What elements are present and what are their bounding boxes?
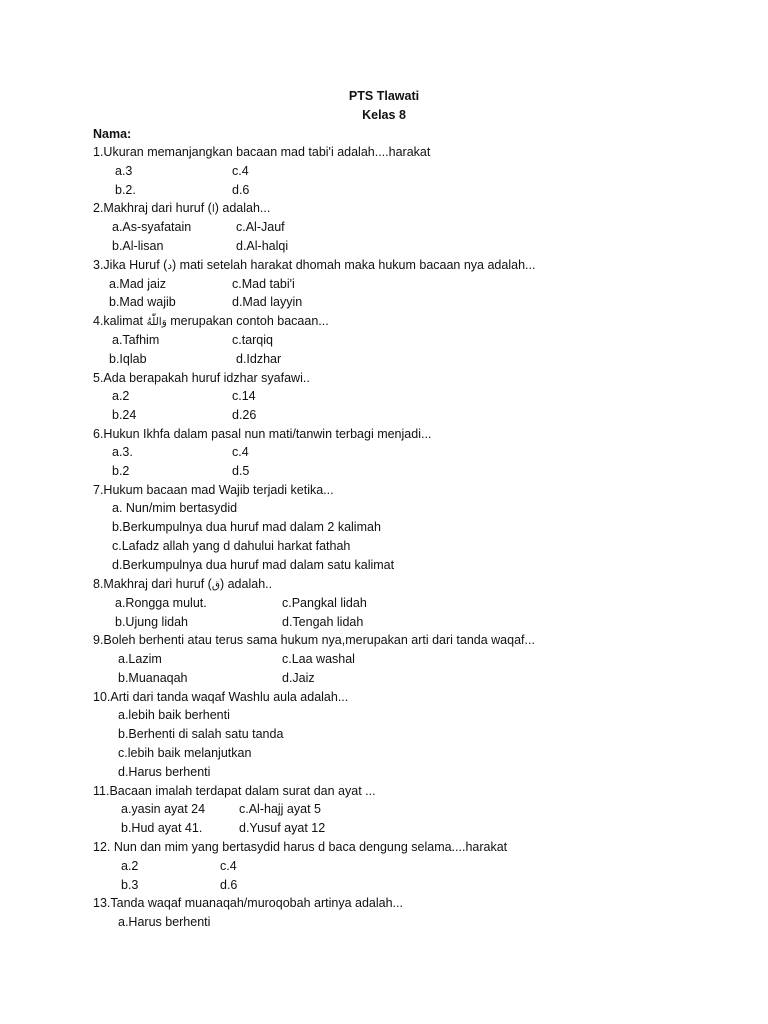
question-3: 3.Jika Huruf (د) mati setelah harakat dhomah maka hukum bacaan nya adalah... bbox=[93, 258, 536, 272]
q12-option-d: d.6 bbox=[220, 878, 238, 892]
q10-option-d: d.Harus berhenti bbox=[118, 765, 211, 779]
class-label: Kelas 8 bbox=[362, 108, 406, 122]
q4-option-c: c.tarqiq bbox=[232, 333, 273, 347]
q1-option-d: d.6 bbox=[232, 183, 250, 197]
question-7: 7.Hukum bacaan mad Wajib terjadi ketika... bbox=[93, 483, 334, 497]
q8-option-a: a.Rongga mulut. bbox=[115, 596, 207, 610]
q6-option-c: c.4 bbox=[232, 445, 249, 459]
q4-option-b: b.Iqlab bbox=[109, 352, 147, 366]
q5-option-d: d.26 bbox=[232, 408, 257, 422]
q11-option-b: b.Hud ayat 41. bbox=[121, 821, 203, 835]
q1-option-b: b.2. bbox=[115, 183, 136, 197]
q8-option-c: c.Pangkal lidah bbox=[282, 596, 367, 610]
q7-option-d: d.Berkumpulnya dua huruf mad dalam satu kalimat bbox=[112, 558, 395, 572]
q1-option-c: c.4 bbox=[232, 164, 249, 178]
question-12: 12. Nun dan mim yang bertasydid harus d baca dengung selama....harakat bbox=[93, 840, 508, 854]
q4-option-d: d.Idzhar bbox=[236, 352, 282, 366]
q3-option-c: c.Mad tabi'i bbox=[232, 277, 295, 291]
q6-option-a: a.3. bbox=[112, 445, 133, 459]
q7-option-b: b.Berkumpulnya dua huruf mad dalam 2 kalimah bbox=[112, 520, 381, 534]
q12-option-b: b.3 bbox=[121, 878, 139, 892]
name-field-label: Nama: bbox=[93, 127, 132, 141]
question-8: 8.Makhraj dari huruf (ق) adalah.. bbox=[93, 577, 273, 591]
question-9: 9.Boleh berhenti atau terus sama hukum nya,merupakan arti dari tanda waqaf... bbox=[93, 633, 535, 647]
arabic-letter-qaf: ق bbox=[211, 579, 220, 591]
question-2: 2.Makhraj dari huruf (ا) adalah... bbox=[93, 201, 271, 215]
question-4: 4.kalimat وَاللّٰهُ merupakan contoh bacaan... bbox=[93, 314, 329, 328]
question-13: 13.Tanda waqaf muanaqah/muroqobah artinya adalah... bbox=[93, 896, 403, 910]
question-11: 11.Bacaan imalah terdapat dalam surat dan ayat ... bbox=[93, 784, 376, 798]
q6-option-b: b.2 bbox=[112, 464, 130, 478]
q12-option-a: a.2 bbox=[121, 859, 139, 873]
q3-option-a: a.Mad jaiz bbox=[109, 277, 166, 291]
q11-option-d: d.Yusuf ayat 12 bbox=[239, 821, 326, 835]
q10-option-b: b.Berhenti di salah satu tanda bbox=[118, 727, 284, 741]
q9-option-d: d.Jaiz bbox=[282, 671, 315, 685]
q8-option-b: b.Ujung lidah bbox=[115, 615, 188, 629]
q4-option-a: a.Tafhim bbox=[112, 333, 160, 347]
question-10: 10.Arti dari tanda waqaf Washlu aula adalah... bbox=[93, 690, 349, 704]
arabic-letter-alif: ا bbox=[211, 203, 215, 215]
q9-option-a: a.Lazim bbox=[118, 652, 162, 666]
arabic-letter-dal: د bbox=[167, 260, 173, 272]
q2-option-a: a.As-syafatain bbox=[112, 220, 192, 234]
q9-option-c: c.Laa washal bbox=[282, 652, 355, 666]
q3-option-d: d.Mad layyin bbox=[232, 295, 303, 309]
q3-option-b: b.Mad wajib bbox=[109, 295, 176, 309]
q9-option-b: b.Muanaqah bbox=[118, 671, 188, 685]
q5-option-b: b.24 bbox=[112, 408, 137, 422]
q6-option-d: d.5 bbox=[232, 464, 250, 478]
q11-option-c: c.Al-hajj ayat 5 bbox=[239, 802, 321, 816]
q5-option-c: c.14 bbox=[232, 389, 256, 403]
q2-option-b: b.Al-lisan bbox=[112, 239, 164, 253]
q10-option-a: a.lebih baik berhenti bbox=[118, 708, 230, 722]
q11-option-a: a.yasin ayat 24 bbox=[121, 802, 206, 816]
q8-option-d: d.Tengah lidah bbox=[282, 615, 364, 629]
q12-option-c: c.4 bbox=[220, 859, 237, 873]
q2-option-d: d.Al-halqi bbox=[236, 239, 289, 253]
q7-option-c: c.Lafadz allah yang d dahului harkat fathah bbox=[112, 539, 351, 553]
q1-option-a: a.3 bbox=[115, 164, 133, 178]
question-6: 6.Hukun Ikhfa dalam pasal nun mati/tanwin terbagi menjadi... bbox=[93, 427, 432, 441]
exam-title: PTS Tlawati bbox=[348, 89, 420, 103]
q13-option-a: a.Harus berhenti bbox=[118, 915, 211, 929]
q5-option-a: a.2 bbox=[112, 389, 130, 403]
question-1: 1.Ukuran memanjangkan bacaan mad tabi'i adalah....harakat bbox=[93, 145, 431, 159]
q7-option-a: a. Nun/mim bertasydid bbox=[112, 501, 238, 515]
question-5: 5.Ada berapakah huruf idzhar syafawi.. bbox=[93, 371, 310, 385]
arabic-word-wallahu: وَاللّٰهُ bbox=[146, 316, 167, 328]
q2-option-c: c.Al-Jauf bbox=[236, 220, 285, 234]
q10-option-c: c.lebih baik melanjutkan bbox=[118, 746, 252, 760]
